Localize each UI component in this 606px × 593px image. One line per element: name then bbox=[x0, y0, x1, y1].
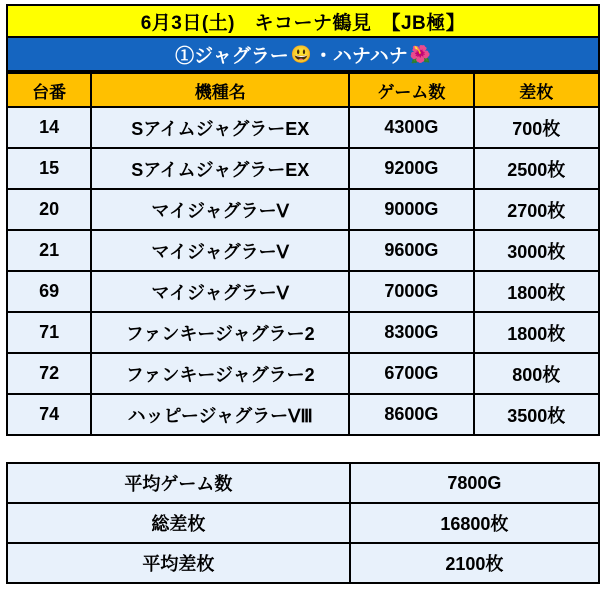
subtitle-bar bbox=[6, 38, 600, 72]
cell-games: 9000G bbox=[349, 189, 473, 230]
cell-diff: 3500枚 bbox=[474, 394, 599, 435]
cell-diff: 1800枚 bbox=[474, 312, 599, 353]
subtitle bbox=[175, 41, 431, 68]
cell-diff: 1800枚 bbox=[474, 271, 599, 312]
smiley-icon: 😃 bbox=[290, 44, 312, 64]
summary-label: 総差枚 bbox=[7, 503, 350, 543]
cell-dai: 20 bbox=[7, 189, 91, 230]
cell-name: マイジャグラーⅤ bbox=[91, 271, 349, 312]
table-row bbox=[7, 189, 599, 230]
table-row bbox=[7, 312, 599, 353]
table-row bbox=[7, 394, 599, 435]
table-gap bbox=[6, 436, 600, 462]
summary-row bbox=[7, 463, 599, 503]
summary-label: 平均差枚 bbox=[7, 543, 350, 583]
summary-value: 16800枚 bbox=[350, 503, 599, 543]
summary-table bbox=[6, 462, 600, 584]
cell-games: 4300G bbox=[349, 107, 473, 148]
cell-diff: 2500枚 bbox=[474, 148, 599, 189]
cell-diff: 3000枚 bbox=[474, 230, 599, 271]
cell-name: SアイムジャグラーEX bbox=[91, 148, 349, 189]
cell-name: マイジャグラーⅤ bbox=[91, 230, 349, 271]
title-bar bbox=[6, 4, 600, 38]
table-row bbox=[7, 148, 599, 189]
cell-name: SアイムジャグラーEX bbox=[91, 107, 349, 148]
table-header-row bbox=[7, 73, 599, 107]
column-header-games: ゲーム数 bbox=[349, 73, 473, 107]
cell-games: 8300G bbox=[349, 312, 473, 353]
cell-diff: 2700枚 bbox=[474, 189, 599, 230]
cell-dai: 69 bbox=[7, 271, 91, 312]
cell-dai: 15 bbox=[7, 148, 91, 189]
cell-dai: 74 bbox=[7, 394, 91, 435]
cell-diff: 800枚 bbox=[474, 353, 599, 394]
cell-games: 6700G bbox=[349, 353, 473, 394]
cell-games: 8600G bbox=[349, 394, 473, 435]
table-row bbox=[7, 353, 599, 394]
table-row bbox=[7, 271, 599, 312]
page-title: 6月3日(土) キコーナ鶴見 【JB極】 bbox=[140, 12, 466, 34]
column-header-dai: 台番 bbox=[7, 73, 91, 107]
subtitle-middle: ・ハナハナ bbox=[313, 45, 408, 67]
cell-name: マイジャグラーⅤ bbox=[91, 189, 349, 230]
cell-dai: 72 bbox=[7, 353, 91, 394]
cell-games: 9200G bbox=[349, 148, 473, 189]
table-row bbox=[7, 230, 599, 271]
cell-diff: 700枚 bbox=[474, 107, 599, 148]
cell-dai: 14 bbox=[7, 107, 91, 148]
machine-results-table bbox=[6, 72, 600, 436]
summary-row bbox=[7, 503, 599, 543]
cell-dai: 71 bbox=[7, 312, 91, 353]
summary-row bbox=[7, 543, 599, 583]
cell-name: ファンキージャグラー2 bbox=[91, 353, 349, 394]
cell-dai: 21 bbox=[7, 230, 91, 271]
subtitle-prefix: ①ジャグラー bbox=[175, 45, 289, 67]
flower-icon: 🌺 bbox=[409, 44, 431, 64]
summary-label: 平均ゲーム数 bbox=[7, 463, 350, 503]
cell-games: 9600G bbox=[349, 230, 473, 271]
summary-value: 7800G bbox=[350, 463, 599, 503]
cell-name: ファンキージャグラー2 bbox=[91, 312, 349, 353]
summary-value: 2100枚 bbox=[350, 543, 599, 583]
column-header-name: 機種名 bbox=[91, 73, 349, 107]
cell-name: ハッピージャグラーⅤⅢ bbox=[91, 394, 349, 435]
table-row bbox=[7, 107, 599, 148]
column-header-diff: 差枚 bbox=[474, 73, 599, 107]
cell-games: 7000G bbox=[349, 271, 473, 312]
